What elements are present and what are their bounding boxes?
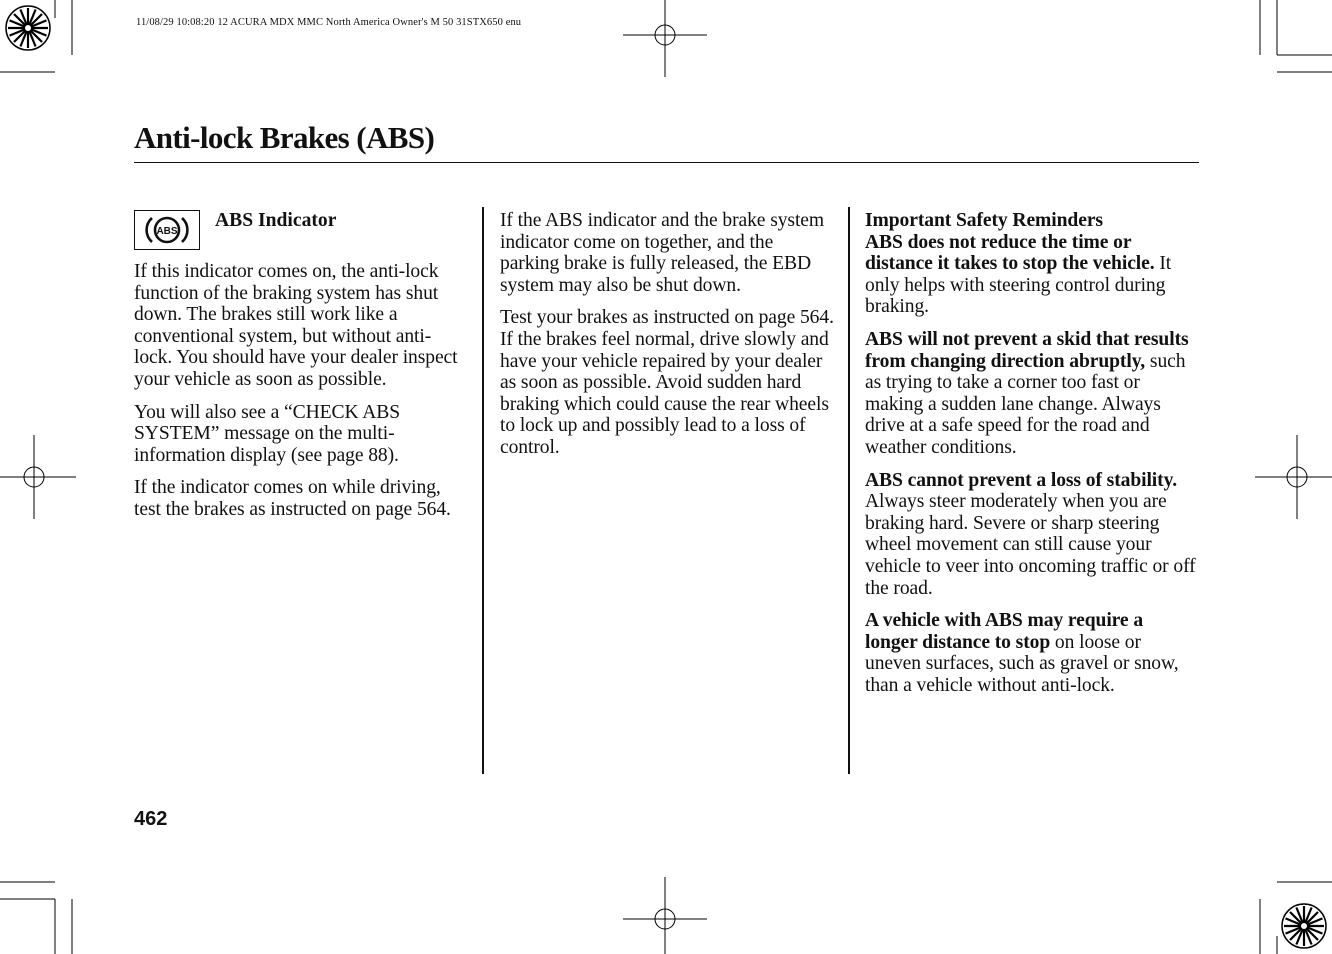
page-number: 462 [134,808,168,830]
paragraph: Test your brakes as instructed on page 564. If the brakes feel normal, drive slowly and have your vehicle repaired by your dealer as soon as possible. Avoid sudden hard braking which could cause the rear wheels to lock up and possibly lead to a loss of control. [500,307,834,458]
safety-reminder: ABS will not prevent a skid that results from changing direction abruptly, such as trying to take a corner too fast or making a sudden lane change. Always drive at a safe speed for the road and weather conditions. [865,328,1189,458]
column-middle [500,210,835,470]
paragraph: If the indicator comes on while driving, test the brakes as instructed on page 564. [134,477,451,520]
safety-reminder: ABS cannot prevent a loss of stability. Always steer moderately when you are braking hard. Severe or sharp steering wheel movement can still cause your vehicle to veer into oncoming traffic or off the road. [865,469,1196,599]
paragraph: If the ABS indicator and the brake system indicator come on together, and the parking brake is fully released, the EBD system may also be shut down. [500,210,825,296]
safety-reminder: A vehicle with ABS may require a longer distance to stop on loose or uneven surfaces, such as gravel or snow, than a vehicle without anti-lock. [865,610,1179,696]
crop-mark-bottom-left [0,882,72,954]
print-metadata: 11/08/29 10:08:20 12 ACURA MDX MMC North America Owner's M 50 31STX650 enu [136,17,522,28]
abs-icon-label: ABS [156,226,178,237]
page-title: Anti-lock Brakes (ABS) [134,120,435,155]
safety-reminder: ABS does not reduce the time or distance it takes to stop the vehicle. It only helps with steering control during braking. [865,231,1172,318]
registration-mark-bottom [623,877,707,954]
title-rule [134,162,1199,163]
crop-mark-top-right [1260,0,1332,72]
safety-reminders-heading: Important Safety Reminders [865,210,1103,231]
column-divider [848,207,850,774]
abs-warning-icon [144,213,190,247]
abs-indicator-heading: ABS Indicator [215,210,337,231]
registration-mark-top [623,0,707,77]
paragraph: If this indicator comes on, the anti-lock function of the braking system has shut down. The brakes still work like a conventional system, but without anti-lock. You should have your dealer inspect your vehicle as soon as possible. [134,261,458,390]
crop-mark-top-left [0,0,72,72]
column-divider [482,207,484,774]
column-right [865,210,1199,707]
registration-mark-left [0,435,76,519]
crop-mark-bottom-right [1260,882,1332,954]
column-left [134,261,468,532]
paragraph: You will also see a “CHECK ABS SYSTEM” message on the multi-information display (see page 88). [134,401,401,466]
registration-mark-right [1255,435,1332,519]
abs-indicator-frame [134,210,200,250]
